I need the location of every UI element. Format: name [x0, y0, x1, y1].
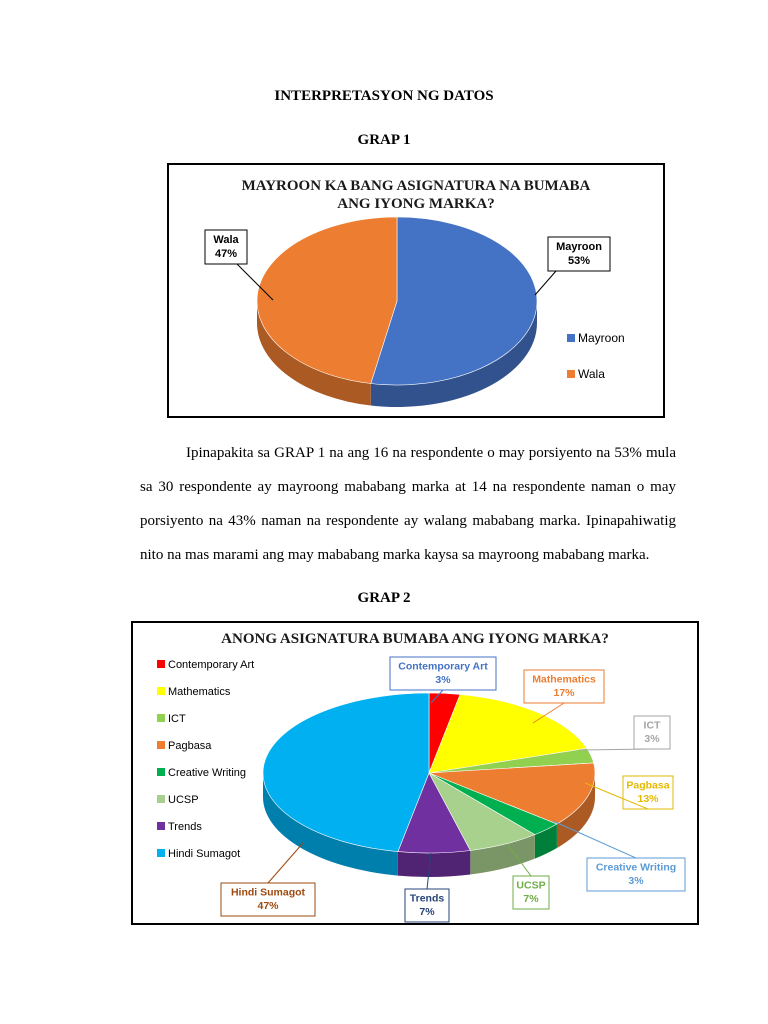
chart2-legend-swatch-creative-writing [157, 768, 165, 776]
chart2-callout-hindi-sumagot-label: Hindi Sumagot [230, 886, 306, 899]
chart2-legend-swatch-ict [157, 714, 165, 722]
chart2-legend-swatch-mathematics [157, 687, 165, 695]
interpretation-paragraph [140, 436, 676, 572]
chart1-container [167, 163, 665, 418]
chart2-legend-label-hindi-sumagot: Hindi Sumagot [168, 848, 241, 860]
chart1-callout-wala-percent: 47% [214, 248, 238, 260]
chart2-callout-ucsp-percent: 7% [523, 893, 539, 905]
chart2-callout-contemporary-art-label: Contemporary Art [398, 660, 488, 673]
chart2-callout-hindi-sumagot-percent: 47% [257, 900, 279, 912]
paragraph-text: Ipinapakita sa GRAP 1 na ang 16 na respondente o may porsiyento na 53% mula sa 30 respondente ay mayroong mababang marka at 14 na respondente naman o may porsiyento na 43% naman na respondente ay walang mababang marka. Ipinapahiwatig nito na mas marami ang may mababang marka kaysa sa mayroong mababang marka. [140, 445, 676, 563]
chart2-side-trends [398, 850, 470, 877]
chart2-callout-pagbasa-label: Pagbasa [626, 779, 670, 792]
chart2-legend-label-ict: ICT [168, 713, 186, 725]
chart1-callout-wala-label: Wala [213, 234, 239, 246]
chart2-callout-trends-label: Trends [409, 892, 445, 905]
chart1-legend-label-wala: Wala [578, 367, 605, 381]
chart1-legend-swatch-wala [567, 370, 575, 378]
chart2-leader-ict [579, 749, 652, 750]
chart2-callout-mathematics-label: Mathematics [532, 673, 596, 686]
chart1-legend-label-mayroon: Mayroon [578, 331, 625, 345]
chart2-legend-label-ucsp: UCSP [168, 794, 199, 806]
document-heading: INTERPRETASYON NG DATOS [274, 88, 494, 104]
chart1-title-line1: MAYROON KA BANG ASIGNATURA NA BUMABA [241, 178, 591, 194]
chart1-plot [169, 165, 663, 416]
chart2-callout-creative-writing-percent: 3% [628, 875, 644, 887]
chart2-legend-swatch-ucsp [157, 795, 165, 803]
chart2-legend-label-pagbasa: Pagbasa [168, 740, 212, 752]
chart2-legend-label-mathematics: Mathematics [168, 686, 231, 698]
chart2-leader-hindi-sumagot [268, 843, 303, 883]
chart2-callout-pagbasa-percent: 13% [637, 793, 659, 805]
chart1-legend-swatch-mayroon [567, 334, 575, 342]
graph2-label: GRAP 2 [357, 590, 411, 606]
chart2-callout-ict-label: ICT [643, 719, 661, 732]
chart2-container [131, 621, 699, 925]
graph1-label: GRAP 1 [357, 132, 411, 148]
chart2-plot [133, 623, 697, 923]
chart2-callout-trends-percent: 7% [419, 906, 435, 918]
chart2-legend-label-trends: Trends [168, 821, 202, 833]
chart2-callout-ucsp-label: UCSP [516, 879, 546, 892]
chart2-legend-swatch-contemporary-art [157, 660, 165, 668]
chart2-legend-swatch-hindi-sumagot [157, 849, 165, 857]
chart2-legend-label-contemporary-art: Contemporary Art [168, 659, 255, 671]
chart1-leader-mayroon [535, 271, 556, 295]
chart2-title: ANONG ASIGNATURA BUMABA ANG IYONG MARKA? [221, 631, 609, 647]
chart2-callout-creative-writing-label: Creative Writing [595, 861, 677, 874]
chart2-legend-swatch-pagbasa [157, 741, 165, 749]
chart1-title-line2: ANG IYONG MARKA? [337, 196, 495, 212]
chart2-callout-mathematics-percent: 17% [553, 687, 575, 699]
chart2-legend-label-creative-writing: Creative Writing [168, 767, 247, 779]
chart1-callout-mayroon-label: Mayroon [556, 241, 602, 253]
chart2-callout-contemporary-art-percent: 3% [435, 674, 451, 686]
chart1-callout-mayroon-percent: 53% [567, 255, 591, 267]
chart2-callout-ict-percent: 3% [644, 733, 660, 745]
chart2-legend-swatch-trends [157, 822, 165, 830]
